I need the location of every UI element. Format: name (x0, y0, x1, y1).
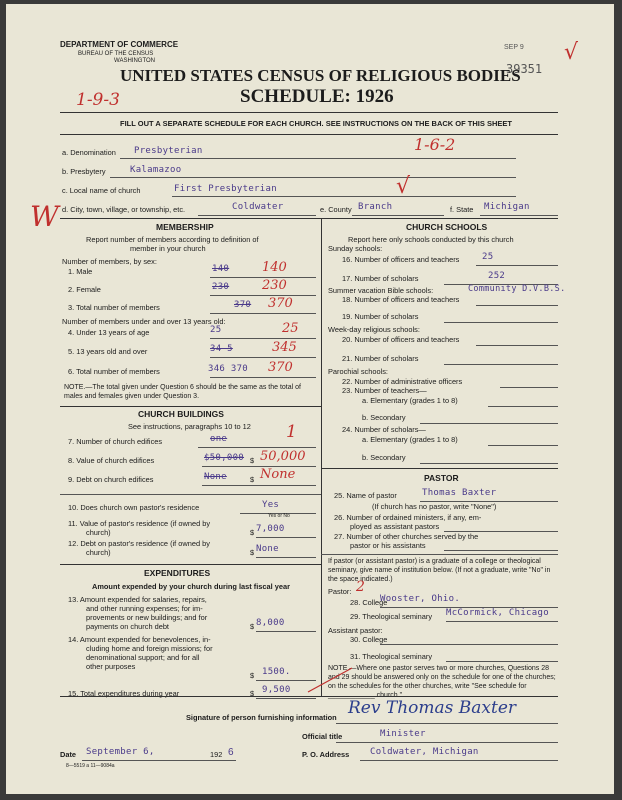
q3-typed: 370 (234, 300, 252, 310)
q11-label-cont: church) (86, 528, 111, 537)
q7-label: 7. Number of church edifices (68, 437, 163, 446)
q18-label: 18. Number of officers and teachers (342, 295, 460, 304)
q22-label: 22. Number of administrative officers (342, 377, 463, 386)
bureau-name: BUREAU OF THE CENSUS (78, 51, 154, 57)
county-value: Branch (358, 202, 393, 212)
city-value: Coldwater (232, 202, 284, 212)
q2-typed: 230 (212, 282, 230, 292)
q9-typed: None (204, 472, 227, 482)
q11-dollar: $ (250, 528, 255, 537)
instruction-line: FILL OUT A SEPARATE SCHEDULE FOR EACH CHURCH. SEE INSTRUCTIONS ON THE BACK OF THIS SHEET (120, 119, 512, 128)
q4-label: 4. Under 13 years of age (68, 328, 150, 337)
pastor-sub-label: Pastor: (328, 587, 352, 596)
schools-heading: CHURCH SCHOOLS (406, 222, 488, 232)
q8-typed: $50,000 (204, 453, 245, 463)
q14-value: 1500. (262, 667, 291, 677)
pastor-handwritten-mark: 2 (356, 579, 365, 595)
vacation-schools-value: Community D.V.B.S. (468, 284, 566, 294)
official-title-value: Minister (380, 729, 426, 739)
vacation-schools-label: Summer vacation Bible schools: (328, 286, 434, 295)
q13-label: 13. Amount expended for salaries, repairs, (68, 595, 207, 604)
parochial-schools-label: Parochial schools: (328, 367, 388, 376)
q21-label: 21. Number of scholars (342, 354, 419, 363)
q23-label: 23. Number of teachers— (342, 386, 427, 395)
q13-label-2: and other running expenses; for im- (86, 604, 203, 613)
q12-dollar: $ (250, 548, 255, 557)
q16-label: 16. Number of officers and teachers (342, 255, 460, 264)
form-code: 8—5519 a 11—9084a (66, 763, 115, 769)
q30-label: 30. College (350, 635, 388, 644)
q14-label: 14. Amount expended for benevolences, in- (68, 635, 211, 644)
q15-label: 15. Total expenditures during year (68, 689, 180, 698)
q16-value: 25 (482, 252, 494, 262)
official-title-label: Official title (302, 732, 343, 741)
q6-handwritten: 370 (268, 360, 293, 375)
date-year-suffix: 6 (228, 747, 234, 758)
check-mark-county: √ (396, 174, 411, 199)
q1-typed: 140 (212, 264, 230, 274)
q13-dollar: $ (250, 622, 255, 631)
q5-typed: 34 5 (210, 344, 233, 354)
department-name: DEPARTMENT OF COMMERCE (60, 40, 179, 49)
local-name-label: c. Local name of church (62, 186, 141, 195)
census-schedule-page (6, 4, 614, 794)
q6-label: 6. Total number of members (68, 367, 160, 376)
q7-value: one (210, 434, 228, 444)
date-year-prefix: 192 (210, 750, 223, 759)
q26-label: 26. Number of ordained ministers, if any, em- (334, 513, 482, 522)
members-by-age-label: Number of members under and over 13 years old: (62, 317, 226, 326)
q1-handwritten: 140 (262, 260, 287, 275)
q8-dollar: $ (250, 456, 255, 465)
q31-label: 31. Theological seminary (350, 652, 433, 661)
q24b-label: b. Secondary (362, 453, 406, 462)
q2-label: 2. Female (68, 285, 101, 294)
q6-typed: 346 370 (208, 364, 249, 374)
q11-value: 7,000 (256, 524, 285, 534)
q27-label-2: pastor or his assistants (350, 541, 426, 550)
q25-hint: (If church has no pastor, write "None") (372, 502, 497, 511)
q11-label: 11. Value of pastor's residence (if owned by (68, 519, 211, 528)
check-mark-top: √ (564, 40, 579, 65)
q19-label: 19. Number of scholars (342, 312, 419, 321)
denomination-label: a. Denomination (62, 148, 116, 157)
county-label: e. County (320, 205, 352, 214)
q9-dollar: $ (250, 475, 255, 484)
handwritten-code: 1-9-3 (76, 90, 120, 110)
denomination-value: Presbyterian (134, 146, 203, 156)
q20-label: 20. Number of officers and teachers (342, 335, 460, 344)
assistant-pastor-label: Assistant pastor: (328, 626, 383, 635)
pastor-heading: PASTOR (424, 473, 459, 483)
membership-instruction-2: member in your church (130, 244, 206, 253)
q4-typed: 25 (210, 325, 222, 335)
q23a-label: a. Elementary (grades 1 to 8) (362, 396, 458, 405)
date-value: September 6, (86, 747, 155, 757)
q25-label: 25. Name of pastor (334, 491, 397, 500)
q14-label-3: denominational support; and for all (86, 653, 200, 662)
q8-label: 8. Value of church edifices (68, 456, 155, 465)
local-name-value: First Presbyterian (174, 184, 277, 194)
stamp-month: SEP 9 (504, 44, 524, 51)
q28-label: 28. College (350, 598, 388, 607)
q4-handwritten: 25 (282, 321, 299, 336)
q29-value: McCormick, Chicago (446, 608, 549, 618)
q28-value: Wooster, Ohio. (380, 594, 461, 604)
q2-handwritten: 230 (262, 278, 287, 293)
q8-handwritten: 50,000 (260, 449, 306, 464)
q1-label: 1. Male (68, 267, 93, 276)
membership-note: NOTE.—The total given under Question 6 should be the same as the total of males and females given under Question 3. (64, 384, 301, 400)
expenditures-instruction: Amount expended by your church during last fiscal year (92, 582, 290, 591)
membership-heading: MEMBERSHIP (156, 222, 214, 232)
state-label: f. State (450, 205, 474, 214)
q12-value: None (256, 544, 279, 554)
buildings-heading: CHURCH BUILDINGS (138, 409, 224, 419)
q17-value: 252 (488, 271, 506, 281)
q13-label-4: payments on church debt (86, 622, 169, 631)
q14-label-2: cluding home and foreign missions; for (86, 644, 213, 653)
city-label: d. City, town, village, or township, etc. (62, 205, 186, 214)
q23b-label: b. Secondary (362, 413, 406, 422)
membership-instruction-1: Report number of members according to definition of (86, 235, 259, 244)
q12-label: 12. Debt on pastor's residence (if owned by (68, 539, 210, 548)
date-label: Date (60, 750, 77, 759)
signature-label: Signature of person furnishing information (186, 713, 337, 722)
q14-label-4: other purposes (86, 662, 136, 671)
q9-label: 9. Debt on church edifices (68, 475, 154, 484)
pastor-note: NOTE.—Where one pastor serves two or more churches, Questions 28 and 29 should be answered only on the schedule for one of the churches; on the schedules for the other churches, write "See schedule for ____________ church." (328, 665, 556, 699)
q13-value: 8,000 (256, 618, 285, 628)
state-value: Michigan (484, 202, 530, 212)
q15-value: 9,500 (262, 685, 291, 695)
handwritten-margin-mark: W (30, 200, 59, 233)
q10-label: 10. Does church own pastor's residence (68, 503, 200, 512)
q3-label: 3. Total number of members (68, 303, 160, 312)
q29-label: 29. Theological seminary (350, 612, 433, 621)
q17-label: 17. Number of scholars (342, 274, 419, 283)
form-title: UNITED STATES CENSUS OF RELIGIOUS BODIES (120, 66, 521, 85)
q24a-label: a. Elementary (grades 1 to 8) (362, 435, 458, 444)
location: WASHINGTON (114, 58, 156, 64)
handwritten-denomination-code: 1-6-2 (414, 135, 456, 154)
form-subtitle: SCHEDULE: 1926 (240, 86, 394, 107)
members-by-sex-label: Number of members, by sex: (62, 257, 157, 266)
po-address-value: Coldwater, Michigan (370, 747, 479, 757)
q24-label: 24. Number of scholars— (342, 425, 426, 434)
q3-handwritten: 370 (268, 296, 293, 311)
q10-hint: Yes or No (268, 513, 290, 519)
po-address-label: P. O. Address (302, 750, 350, 759)
q15-dollar: $ (250, 689, 255, 698)
signature-handwritten: Rev Thomas Baxter (348, 698, 517, 718)
buildings-handwritten-mark: 1 (286, 422, 297, 442)
q9-handwritten: None (260, 467, 296, 482)
weekday-schools-label: Week-day religious schools: (328, 325, 420, 334)
q5-label: 5. 13 years old and over (68, 347, 148, 356)
q26-label-2: ployed as assistant pastors (350, 522, 440, 531)
stamp-number: 39351 (506, 62, 543, 76)
expenditures-heading: EXPENDITURES (144, 568, 211, 578)
q14-dollar: $ (250, 671, 255, 680)
q13-label-3: provements or new buildings; and for (86, 613, 208, 622)
q10-value: Yes (262, 500, 280, 510)
q27-label: 27. Number of other churches served by the (334, 532, 479, 541)
ink-stroke (306, 664, 356, 694)
presbytery-label: b. Presbytery (62, 167, 106, 176)
q12-label-cont: church) (86, 548, 111, 557)
q5-handwritten: 345 (272, 340, 297, 355)
sunday-schools-label: Sunday schools: (328, 244, 383, 253)
graduate-instruction: If pastor (or assistant pastor) is a graduate of a college or theological seminary, give name of institution below. (If not a graduate, write "No" in the space indicated.) (328, 558, 551, 583)
buildings-instruction: See instructions, paragraphs 10 to 12 (128, 422, 251, 431)
presbytery-value: Kalamazoo (130, 165, 182, 175)
schools-instruction: Report here only schools conducted by this church (348, 235, 514, 244)
q25-value: Thomas Baxter (422, 488, 497, 498)
